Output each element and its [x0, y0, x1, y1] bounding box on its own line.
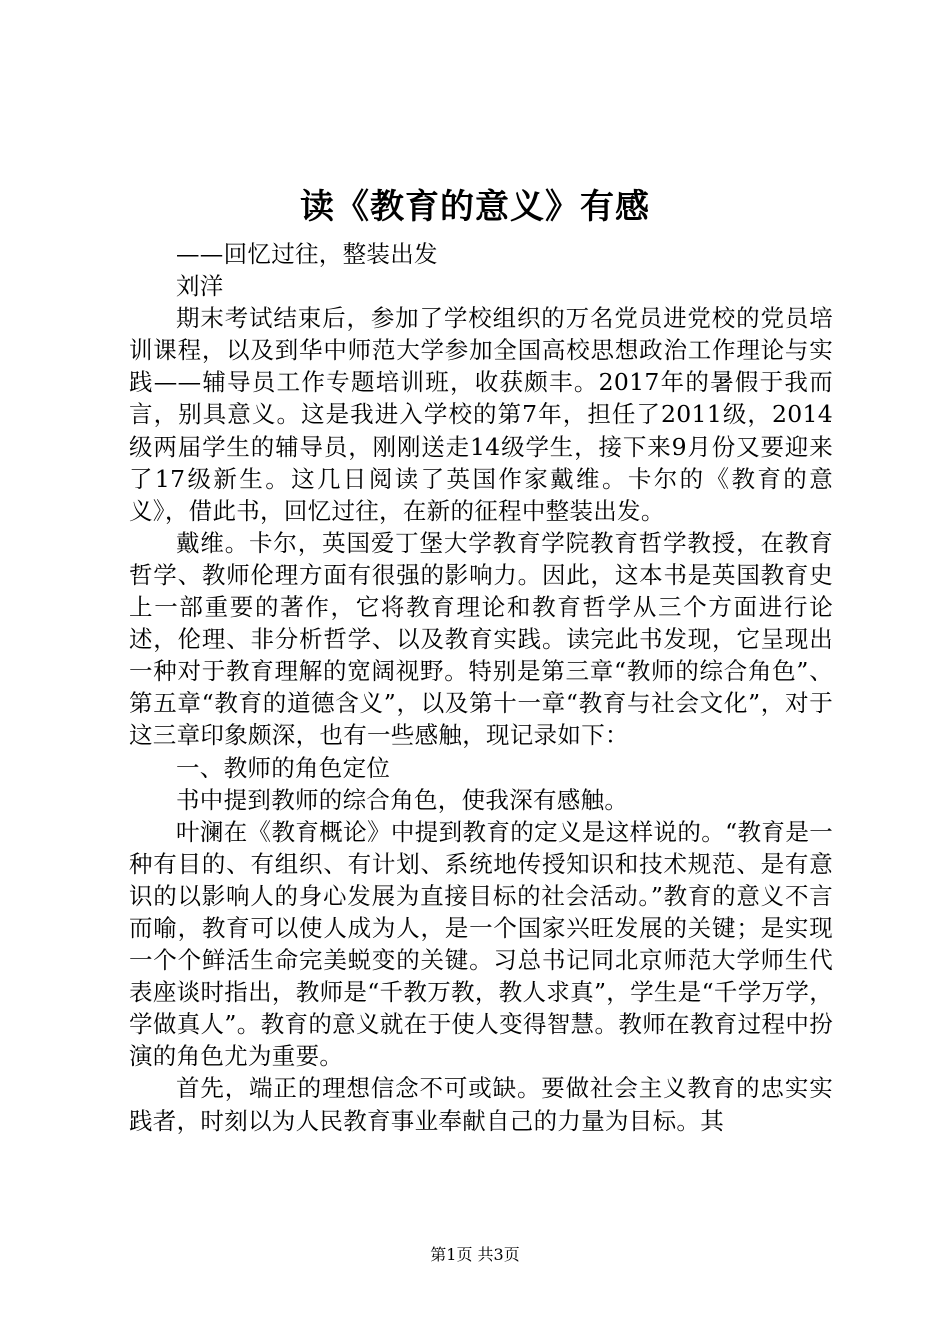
- document-body: [129, 238, 833, 1137]
- section-heading: 一、教师的角色定位: [176, 753, 391, 782]
- page-footer: 第1页 共3页: [430, 1245, 520, 1264]
- subtitle: ——回忆过往，整装出发: [176, 240, 438, 268]
- paragraph: 首先，端正的理想信念不可或缺。要做社会主义教育的忠实实践者，时刻以为人民教育事业奉献自己的力量为目标。其: [129, 1074, 833, 1135]
- paragraph: 戴维。卡尔，英国爱丁堡大学教育学院教育哲学教授，在教育哲学、教师伦理方面有很强的影响力。因此，这本书是英国教育史上一部重要的著作，它将教育理论和教育哲学从三个方面进行论述，伦理、非分析哲学、以及教育实践。读完此书发现，它呈现出一种对于教育理解的宽阔视野。特别是第三章“教师的综合角色”、第五章“教育的道德含义”，以及第十一章“教育与社会文化”，对于这三章印象颇深，也有一些感触，现记录如下：: [129, 528, 833, 750]
- paragraph: 期末考试结束后，参加了学校组织的万名党员进党校的党员培训课程，以及到华中师范大学参加全国高校思想政治工作理论与实践——辅导员工作专题培训班，收获颇丰。2017年的暑假于我而言，别具意义。这是我进入学校的第7年，担任了2011级，2014级两届学生的辅导员，刚刚送走14级学生，接下来9月份又要迎来了17级新生。这几日阅读了英国作家戴维。卡尔的《教育的意义》，借此书，回忆过往，在新的征程中整装出发。: [129, 304, 833, 525]
- paragraph: 叶澜在《教育概论》中提到教育的定义是这样说的。“教育是一种有目的、有组织、有计划、系统地传授知识和技术规范、是有意识的以影响人的身心发展为直接目标的社会活动。”教育的意义不言而喻，教育可以使人成为人，是一个国家兴旺发展的关键；是实现一个个鲜活生命完美蜕变的关键。习总书记同北京师范大学师生代表座谈时指出，教师是“千教万教，教人求真”，学生是“千学万学，学做真人”。教育的意义就在于使人变得智慧。教师在教育过程中扮演的角色尤为重要。: [129, 817, 833, 1071]
- document-title: 读《教育的意义》有感: [300, 187, 650, 227]
- author: 刘洋: [176, 272, 224, 301]
- paragraph: 书中提到教师的综合角色，使我深有感触。: [176, 785, 629, 814]
